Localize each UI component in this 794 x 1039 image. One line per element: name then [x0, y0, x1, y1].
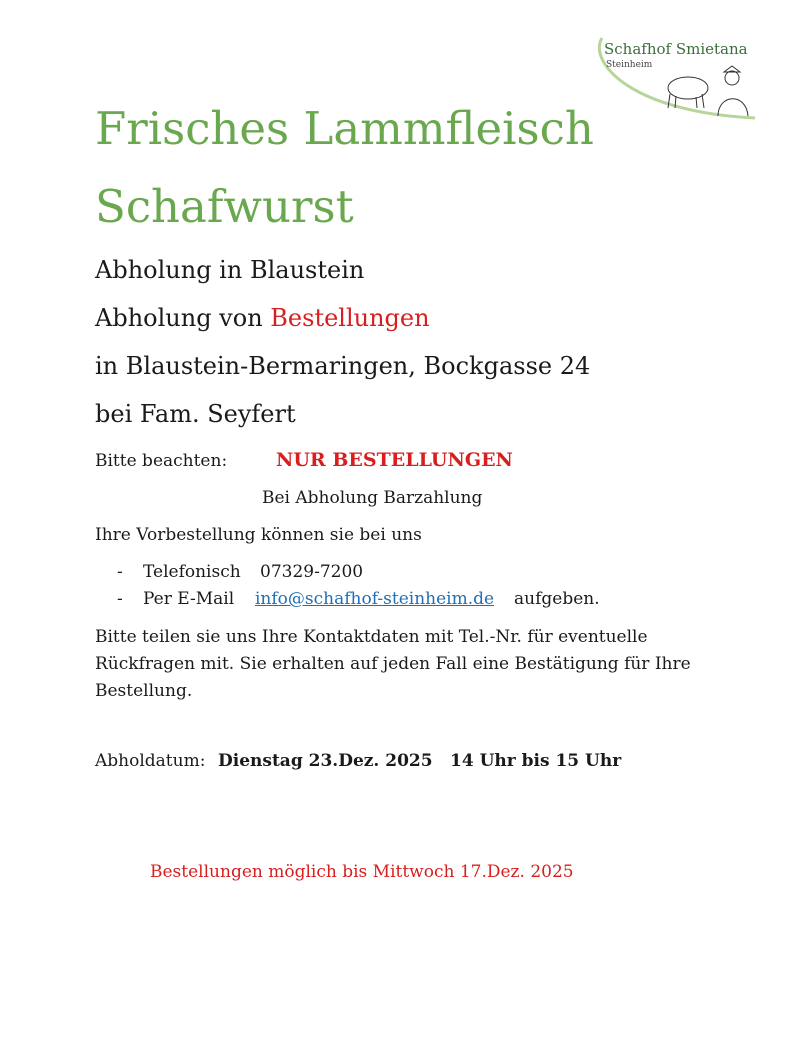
order-item-phone — [117, 562, 364, 582]
pickup-host: bei Fam. Seyfert — [95, 400, 296, 428]
phone-number[interactable]: 07329-7200 — [260, 562, 364, 582]
pickup-date-label: Abholdatum: — [95, 751, 206, 771]
farm-logo — [590, 32, 760, 122]
title-line-1: Frisches Lammfleisch — [95, 102, 594, 155]
pickup-line-2 — [95, 304, 430, 332]
order-intro: Ihre Vorbestellung können sie bei uns — [95, 525, 422, 545]
payment-note: Bei Abholung Barzahlung — [262, 488, 483, 508]
pickup-line-1: Abholung in Blaustein — [95, 256, 365, 284]
order-deadline: Bestellungen möglich bis Mittwoch 17.Dez. 2025 — [150, 862, 574, 882]
contact-note: Bitte teilen sie uns Ihre Kontaktdaten mit Tel.-Nr. für eventuelle Rückfragen mit. Sie erhalten auf jeden Fall eine Bestätigung für Ihre Bestellung. — [95, 627, 691, 701]
bullet: - — [117, 589, 123, 609]
pickup-line-2-prefix: Abholung von — [95, 304, 271, 332]
pickup-line-2-highlight: Bestellungen — [270, 304, 430, 332]
logo-town: Steinheim — [606, 60, 653, 70]
pickup-time: 14 Uhr bis 15 Uhr — [450, 751, 622, 771]
email-link[interactable]: info@schafhof-steinheim.de — [255, 589, 495, 609]
notice-label: Bitte beachten: — [95, 451, 228, 471]
pickup-address: in Blaustein-Bermaringen, Bockgasse 24 — [95, 352, 591, 380]
sheep-farmer-icon — [660, 64, 760, 119]
pickup-date-value: Dienstag 23.Dez. 2025 — [218, 751, 433, 771]
email-label: Per E-Mail — [143, 589, 235, 609]
email-suffix: aufgeben. — [514, 589, 600, 609]
phone-label: Telefonisch — [143, 562, 241, 582]
order-item-email — [117, 589, 600, 609]
logo-name: Schafhof Smietana — [604, 40, 748, 58]
notice-value: NUR BESTELLUNGEN — [276, 449, 513, 471]
title-line-2: Schafwurst — [95, 180, 354, 233]
bullet: - — [117, 562, 123, 582]
